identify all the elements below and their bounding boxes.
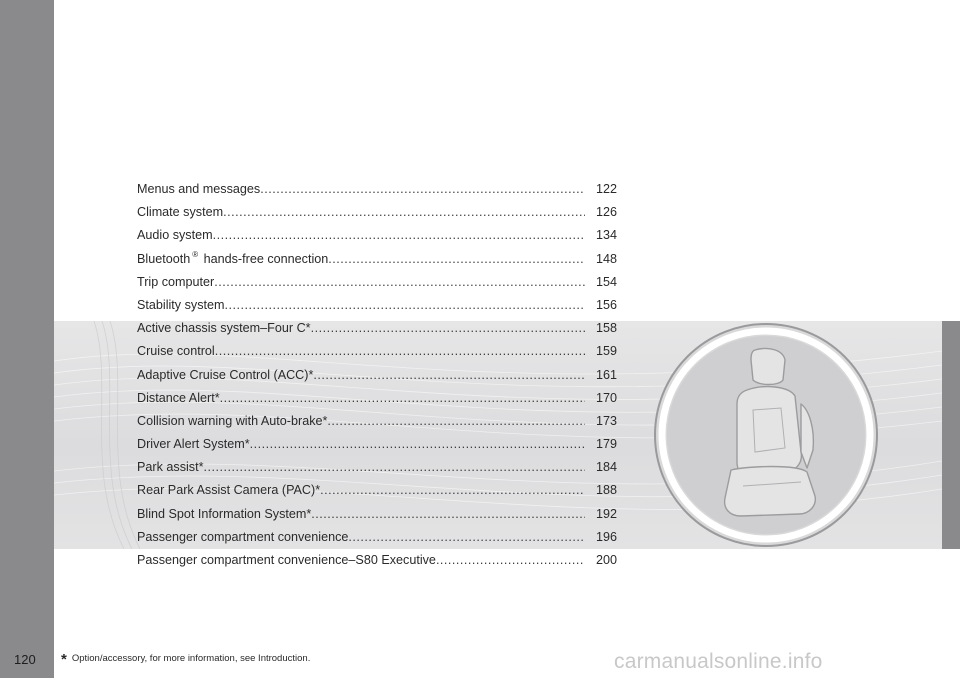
toc-leader-dots (220, 391, 585, 405)
toc-entry[interactable] (137, 275, 617, 298)
toc-leader-dots (214, 275, 585, 289)
watermark: carmanualsonline.info (614, 650, 823, 673)
toc-leader-dots (328, 252, 585, 266)
toc-entry-page: 170 (595, 390, 617, 405)
toc-entry-page: 126 (595, 205, 617, 220)
toc-entry[interactable] (137, 437, 617, 460)
toc-entry-page: 161 (595, 367, 617, 382)
toc-entry-page: 154 (595, 274, 617, 289)
toc-entry-page: 134 (595, 228, 617, 243)
toc-entry-page: 159 (595, 344, 617, 359)
toc-entry[interactable] (137, 368, 617, 391)
toc-entry-page: 173 (595, 413, 617, 428)
toc-entry[interactable] (137, 182, 617, 205)
toc-entry-title: Passenger compartment convenience–S80 Executive (137, 553, 436, 567)
toc-entry[interactable] (137, 344, 617, 367)
toc-entry[interactable] (137, 530, 617, 553)
toc-entry-page: 184 (595, 460, 617, 475)
toc-entry[interactable] (137, 460, 617, 483)
toc-entry[interactable] (137, 321, 617, 344)
toc-entry[interactable] (137, 391, 617, 414)
toc-entry[interactable] (137, 298, 617, 321)
toc-leader-dots (224, 298, 585, 312)
toc-entry-title: Bluetooth ® hands-free connection (137, 250, 329, 266)
toc-leader-dots (327, 414, 585, 428)
toc-leader-dots (204, 460, 586, 474)
seat-icon (651, 320, 881, 550)
page-number: 120 (14, 652, 36, 667)
toc-entry-page: 179 (595, 437, 617, 452)
footnote-text: Option/accessory, for more information, see Introduction. (71, 653, 311, 664)
toc-entry-title: Menus and messages (137, 182, 261, 196)
toc-entry-title: Stability system (137, 297, 225, 312)
toc-entry-title: Audio system (137, 228, 213, 243)
toc-leader-dots (311, 507, 585, 521)
toc-entry-title: Blind Spot Information System* (137, 506, 312, 521)
toc-leader-dots (436, 553, 585, 567)
toc-entry-page: 122 (595, 182, 617, 196)
toc-leader-dots (320, 483, 585, 497)
toc-entry-page: 192 (595, 506, 617, 521)
toc-entry-page: 196 (595, 529, 617, 544)
toc-entry-title: Distance Alert* (137, 390, 220, 405)
toc-entry-page: 148 (595, 251, 617, 266)
footnote (61, 651, 310, 668)
toc-entry-page: 200 (595, 553, 617, 567)
toc-entry[interactable] (137, 483, 617, 506)
toc-entry[interactable] (137, 414, 617, 437)
toc-leader-dots (348, 530, 585, 544)
toc-leader-dots (223, 205, 585, 219)
footnote-marker: * (61, 651, 67, 668)
toc-entry-title: Collision warning with Auto-brake* (137, 413, 328, 428)
left-margin-bar (0, 0, 54, 678)
table-of-contents (137, 182, 617, 576)
toc-entry-title: Rear Park Assist Camera (PAC)* (137, 483, 321, 498)
toc-entry-title: Trip computer (137, 274, 215, 289)
toc-entry-title: Driver Alert System* (137, 437, 250, 452)
toc-entry-title: Climate system (137, 205, 224, 220)
toc-leader-dots (311, 321, 585, 335)
toc-entry-page: 188 (595, 483, 617, 498)
toc-entry-title: Cruise control (137, 344, 215, 359)
toc-entry-title: Park assist* (137, 460, 204, 475)
toc-entry-title: Passenger compartment convenience (137, 529, 349, 544)
toc-entry[interactable] (137, 553, 617, 576)
toc-entry-page: 156 (595, 297, 617, 312)
toc-leader-dots (313, 368, 585, 382)
toc-entry-title: Active chassis system–Four C* (137, 321, 311, 336)
toc-entry[interactable] (137, 228, 617, 251)
toc-entry[interactable] (137, 507, 617, 530)
toc-entry[interactable] (137, 205, 617, 228)
toc-entry[interactable] (137, 252, 617, 275)
toc-entry-title: Adaptive Cruise Control (ACC)* (137, 367, 314, 382)
toc-leader-dots (260, 182, 585, 196)
toc-leader-dots (215, 344, 585, 358)
section-tab (942, 321, 960, 549)
toc-leader-dots (213, 228, 585, 242)
toc-leader-dots (250, 437, 585, 451)
toc-entry-page: 158 (595, 321, 617, 336)
